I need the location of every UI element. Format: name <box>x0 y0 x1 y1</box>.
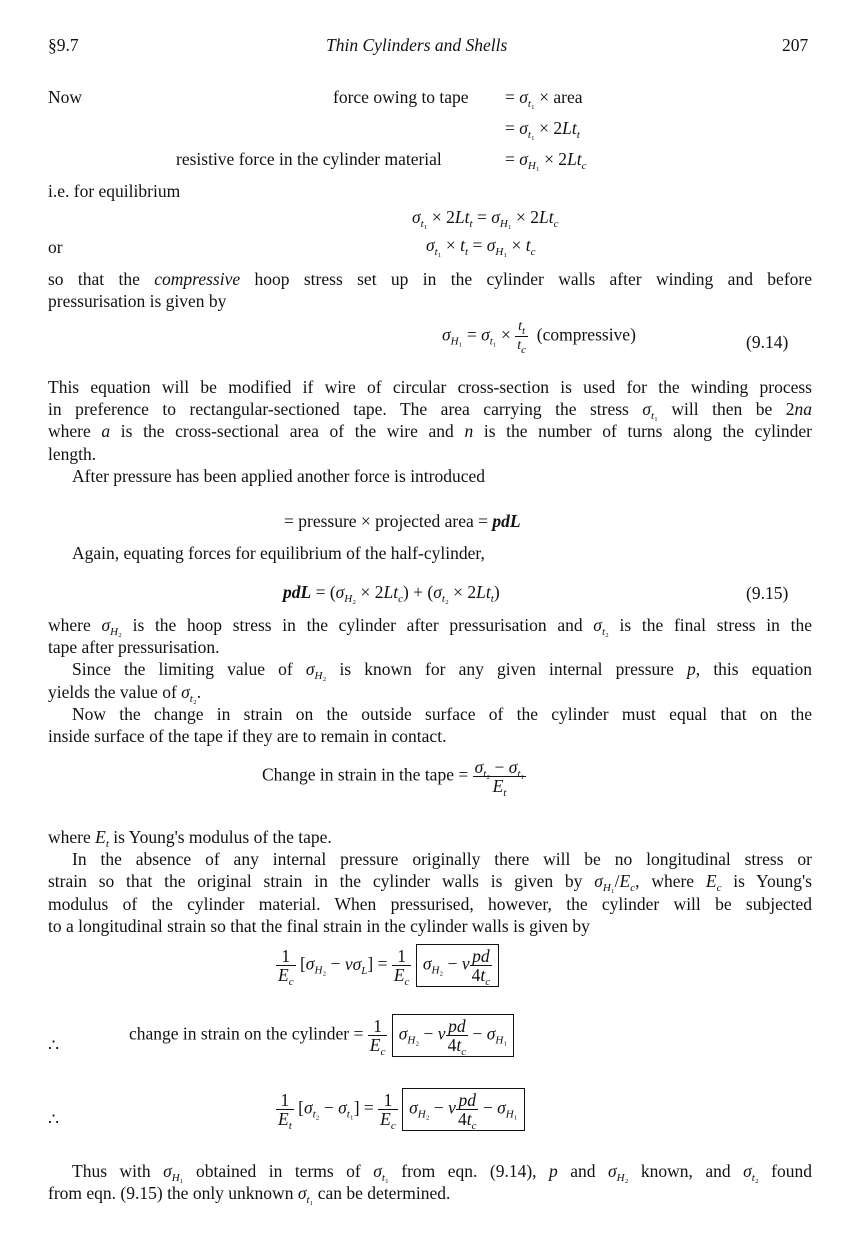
therefore-1: ∴ <box>48 1035 60 1055</box>
eq-tape-strain: Change in strain in the tape = $\frac{\sigma_{t_2} - \sigma_{t_1}}{E_t}$ <box>262 757 525 799</box>
paragraph-5 <box>48 614 812 747</box>
eq-9-14: $\sigma_{H_1} = \sigma_{t_1}$ × $\frac{t_t}{t_c}$ (compressive) <box>442 319 636 356</box>
running-title: Thin Cylinders and Shells <box>326 35 508 55</box>
p9-line-1: In the absence of any internal pressure originally there will be no longitudinal stress or <box>72 849 812 870</box>
eq-9-14-note: (compressive) <box>536 324 636 345</box>
p2-line-3: where a is the cross-sectional area of the wire and n is the number of turns along the cylinder <box>48 421 813 442</box>
eq1-rhs: = $\sigma_{t_1}$ × area <box>505 87 583 110</box>
page-number: 207 <box>782 35 809 55</box>
paragraph-8 <box>48 826 812 937</box>
p2-line-4: length. <box>48 443 97 464</box>
eq-pressure-force: = pressure × projected area = pdL <box>284 511 521 531</box>
p10-line-2: from eqn. (9.15) the only unknown $\sigma_{t_1}$ can be determined. <box>48 1183 451 1207</box>
p9-line-3: modulus of the cylinder material. When pressurised, however, the cylinder will be subjected <box>48 893 812 914</box>
ie-label: i.e. for equilibrium <box>48 181 181 201</box>
paragraph-2 <box>48 376 812 487</box>
now-label: Now <box>48 87 83 107</box>
eq2-rhs: = $\sigma_{t_1} \times 2Lt_t$ <box>505 118 580 141</box>
paragraph-4 <box>48 542 812 564</box>
p10-line-1: Thus with $\sigma_{H_1}$ obtained in terms of $\sigma_{t_1}$ from eqn. (9.14), p and $\sigma_{H_2}$ known, and $\sigma_{t_2}$ found <box>72 1161 813 1184</box>
p7-line-2: inside surface of the tape if they are to remain in contact. <box>48 726 447 747</box>
eq-final-strain: $\frac{1}{E_c}$ $[\sigma_{H_2} - \nu\sigma_L]$ = $\frac{1}{E_c}$ $\sigma_{H_2} - \nu$ $\frac{pd}{4t_c}$ <box>276 944 499 987</box>
eq3-rhs: = $\sigma_{H_1} \times 2Lt_c$ <box>505 149 587 172</box>
p6-line-2: yields the value of $\sigma_{t_2}$. <box>48 681 202 705</box>
eq4: $\sigma_{t_1} \times 2Lt_t = \sigma_{H_1} \times 2Lt_c$ <box>412 207 559 230</box>
eq-tape-lhs: Change in strain in the tape = <box>262 764 469 785</box>
p5-line-1: where $\sigma_{H_2}$ is the hoop stress in the cylinder after pressurisation and $\sigma_{t_2}$ is the final stress in the <box>48 615 812 638</box>
p7-line-1: Now the change in strain on the outside surface of the cylinder must equal that on the <box>72 703 812 724</box>
p4-line-1: Again, equating forces for equilibrium of the half-cylinder, <box>72 543 485 563</box>
eq-9-14-number: (9.14) <box>746 332 789 352</box>
eq-9-15: pdL = $(\sigma_{H_2} \times 2Lt_c) + (\sigma_{t_2} \times 2Lt_t)$ <box>283 582 500 605</box>
section-number: §9.7 <box>48 35 79 55</box>
paragraph-1 <box>48 268 812 312</box>
p9-line-2: strain so that the original strain in the cylinder walls is given by $\sigma_{H_1}/E_c$, where $E_c$ is Young's <box>48 871 812 895</box>
p6-line-1: Since the limiting value of $\sigma_{H_2}$ is known for any given internal pressure p, this equation <box>72 659 812 683</box>
eq3-lhs: resistive force in the cylinder material <box>176 149 442 169</box>
p2-line-1: This equation will be modified if wire of circular cross-section is used for the winding process <box>48 377 812 397</box>
eq1-lhs: force owing to tape <box>333 87 469 107</box>
p8-line-1: where $E_t$ is Young's modulus of the tape. <box>48 827 332 850</box>
eq-cylinder-lhs: change in strain on the cylinder = <box>129 1023 364 1044</box>
p3-line-1: After pressure has been applied another force is introduced <box>72 465 486 486</box>
p1-line-2: pressurisation is given by <box>48 291 227 312</box>
or-label: or <box>48 237 63 257</box>
eq-cylinder-strain: change in strain on the cylinder = $\frac{1}{E_c}$ $\sigma_{H_2} - \nu$ $\frac{pd}{4t_c}$ − $\sigma_{H_1}$ <box>129 1014 514 1057</box>
p5-line-2: tape after pressurisation. <box>48 637 220 658</box>
p2-line-2: in preference to rectangular-sectioned tape. The area carrying the stress $\sigma_{t_1}$ will then be 2na <box>48 399 813 423</box>
therefore-2: ∴ <box>48 1109 60 1129</box>
eq-9-15-number: (9.15) <box>746 583 789 603</box>
eq5: $\sigma_{t_1} \times t_t = \sigma_{H_1} \times t_c$ <box>426 235 536 258</box>
p9-line-4: to a longitudinal strain so that the final strain in the cylinder walls is given by <box>48 915 590 936</box>
eq-final-equality: $\frac{1}{E_t}$ $[\sigma_{t_2} - \sigma_{t_1}]$ = $\frac{1}{E_c}$ $\sigma_{H_2} - \nu$ $\frac{pd}{4t_c}$ − $\sigma_{H_1}$ <box>276 1088 525 1131</box>
paragraph-10 <box>48 1160 813 1207</box>
p1-line-1: so that the compressive hoop stress set up in the cylinder walls after winding and before <box>48 269 812 289</box>
